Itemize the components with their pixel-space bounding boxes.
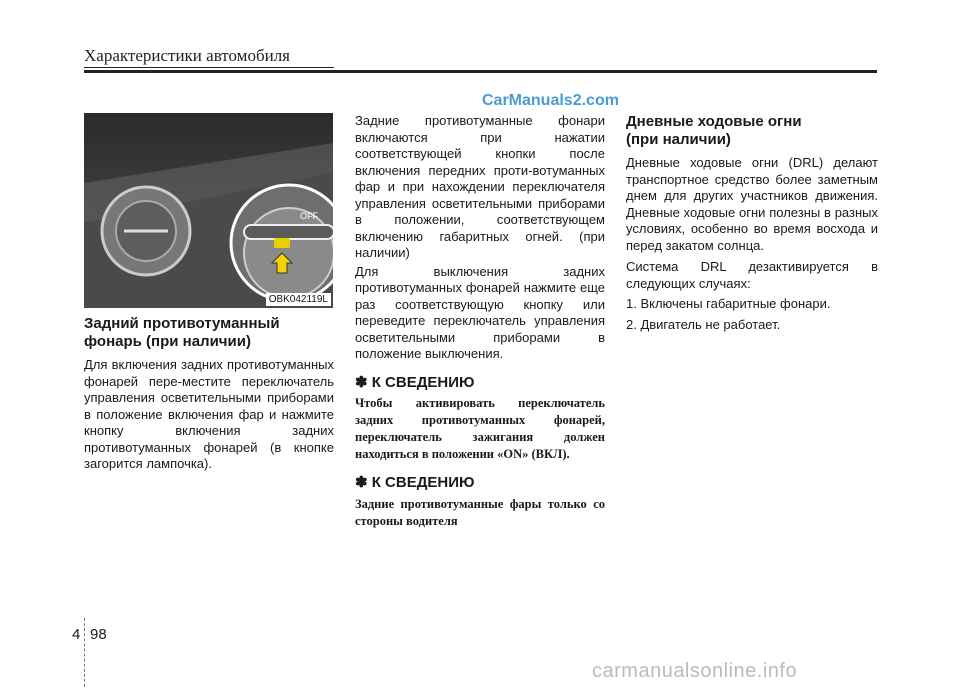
figure-code: OBK042119L — [266, 293, 331, 306]
footer-divider — [84, 618, 86, 687]
notice2-body: Задние противотуманные фары только со стороны водителя — [355, 496, 605, 528]
section1-title-line2: фонарь (при наличии) — [84, 333, 251, 350]
column-left — [84, 315, 334, 475]
section1-title — [84, 315, 334, 351]
header-rule-thin — [84, 67, 334, 68]
section1-title-line1: Задний противотуманный — [84, 315, 280, 332]
column-right — [626, 113, 878, 333]
header-title: Характеристики автомобиля — [84, 46, 290, 65]
switch-illustration — [84, 113, 333, 308]
column-middle — [355, 113, 605, 530]
footer-watermark[interactable]: carmanualsonline.info — [592, 660, 798, 682]
notice1-title: ✽ К СВЕДЕНИЮ — [355, 373, 475, 391]
chapter-number: 4 — [72, 626, 81, 643]
watermark-top[interactable]: CarManuals2.com — [482, 92, 619, 109]
header-rule — [84, 70, 877, 73]
page-number: 98 — [90, 626, 107, 643]
section3-paragraph2: Система DRL дезактивируется в следующих случаях: — [626, 259, 878, 291]
section3-list-item: 1. Включены габаритные фонари. — [626, 296, 831, 311]
section1-body: Для включения задних противотуманных фонарей пере-местите переключатель управления осветительными приборами в положение включения фар и нажмите кнопку включения задних противотуманных фонарей (в кнопке загорится лампочка). — [84, 357, 334, 471]
section3-title-line2: (при наличии) — [626, 131, 731, 148]
section2-paragraph1: Задние противотуманные фонари включаются при нажатии соответствующей кнопки после включения передних проти-вотуманных фар и при нахождении переключателя управления осветительными приборами в положении, соответствующем включению габаритных огней. (при наличии) — [355, 113, 605, 260]
switch-drawing — [84, 113, 333, 308]
section3-title-line1: Дневные ходовые огни — [626, 113, 802, 130]
section3-paragraph1: Дневные ходовые огни (DRL) делают транспортное средство более заметным днем для других участников движения. Дневные ходовые огни полезны в разных условиях, особенно во время восхода и перед закатом солнца. — [626, 155, 878, 253]
section2-paragraph2: Для выключения задних противотуманных фонарей нажмите еще раз соответствующую кнопку или переведите переключатель управления осветительными приборами в положение выключения. — [355, 263, 605, 361]
notice1-body: Чтобы активировать переключатель задних противотуманных фонарей, переключатель зажигания должен находиться в положении «ON» (ВКЛ). — [355, 396, 605, 461]
off-label: OFF — [300, 211, 318, 221]
section3-list-item: 2. Двигатель не работает. — [626, 316, 781, 332]
section3-title — [626, 113, 878, 149]
notice2-title: ✽ К СВЕДЕНИЮ — [355, 474, 475, 491]
